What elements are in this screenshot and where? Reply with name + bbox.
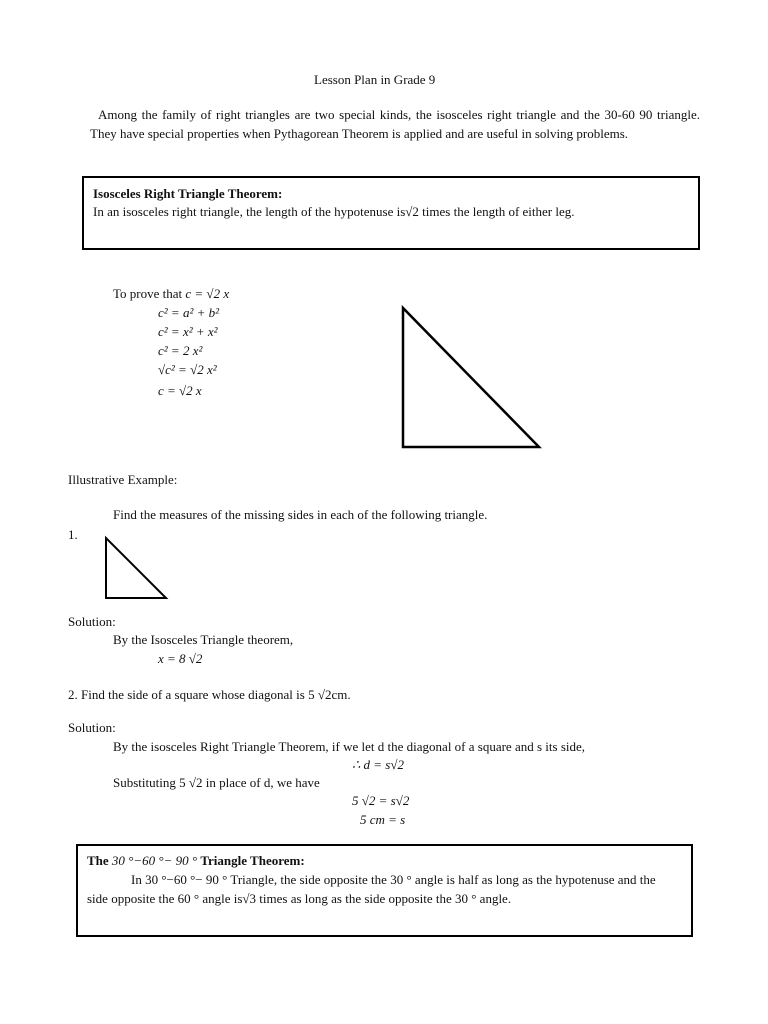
theorem2-heading-math: 30 °−60 °− 90 °: [111, 853, 198, 868]
theorem1-heading: Isosceles Right Triangle Theorem:: [93, 186, 283, 201]
intro-paragraph: Among the family of right triangles are two special kinds, the isosceles right triangle and the 30-60 90 triangle. They have special properties when Pythagorean Theorem is applied and are useful in solving problems.: [90, 107, 700, 141]
theorem2-box: [76, 844, 693, 937]
example2-eq1: ∴ d = s√2: [352, 757, 404, 772]
proof-intro-math: c = √2 x: [185, 286, 230, 301]
proof-step-5: c = √2 x: [158, 383, 202, 398]
page-title: Lesson Plan in Grade 9: [314, 72, 436, 87]
theorem2-heading-the: The: [87, 853, 109, 868]
proof-intro-line: [113, 286, 229, 302]
large-triangle-shape: [403, 308, 539, 447]
example2-line1: By the isosceles Right Triangle Theorem, if we let d the diagonal of a square and s its side,: [113, 739, 586, 754]
small-triangle-shape: [106, 538, 166, 598]
theorem2-heading-rest: Triangle Theorem:: [200, 853, 305, 868]
proof-step-3: c² = 2 x²: [158, 343, 203, 358]
illustrative-label: Illustrative Example:: [68, 472, 178, 487]
proof-intro: To prove that: [113, 286, 186, 301]
theorem1-body: In an isosceles right triangle, the length of the hypotenuse is√2 times the length of either leg.: [93, 204, 575, 219]
example2-eq2: 5 √2 = s√2: [352, 793, 410, 808]
example2-eq3: 5 cm = s: [360, 812, 406, 827]
theorem2-body: In 30 °−60 °− 90 ° Triangle, the side opposite the 30 ° angle is half as long as the hypotenuse and the side opposite the 60 ° angle is√3 times as long as the side opposite the 30 ° angle.: [87, 872, 656, 906]
example1-answer: x = 8 √2: [158, 651, 203, 666]
example1-reason: By the Isosceles Triangle theorem,: [113, 632, 294, 647]
example1-solution-label: Solution:: [68, 614, 116, 629]
proof-step-4: √c² = √2 x²: [158, 362, 217, 377]
example2-question: 2. Find the side of a square whose diagonal is 5 √2cm.: [68, 687, 351, 702]
instruction-text: Find the measures of the missing sides in each of the following triangle.: [113, 507, 488, 522]
example2-line2: Substituting 5 √2 in place of d, we have: [113, 775, 320, 790]
proof-step-2: c² = x² + x²: [158, 324, 218, 339]
example2-solution-label: Solution:: [68, 720, 116, 735]
proof-step-1: c² = a² + b²: [158, 305, 220, 320]
example1-number: 1.: [68, 527, 78, 542]
theorem1-box: [82, 176, 700, 250]
theorem2-heading: [87, 851, 305, 870]
